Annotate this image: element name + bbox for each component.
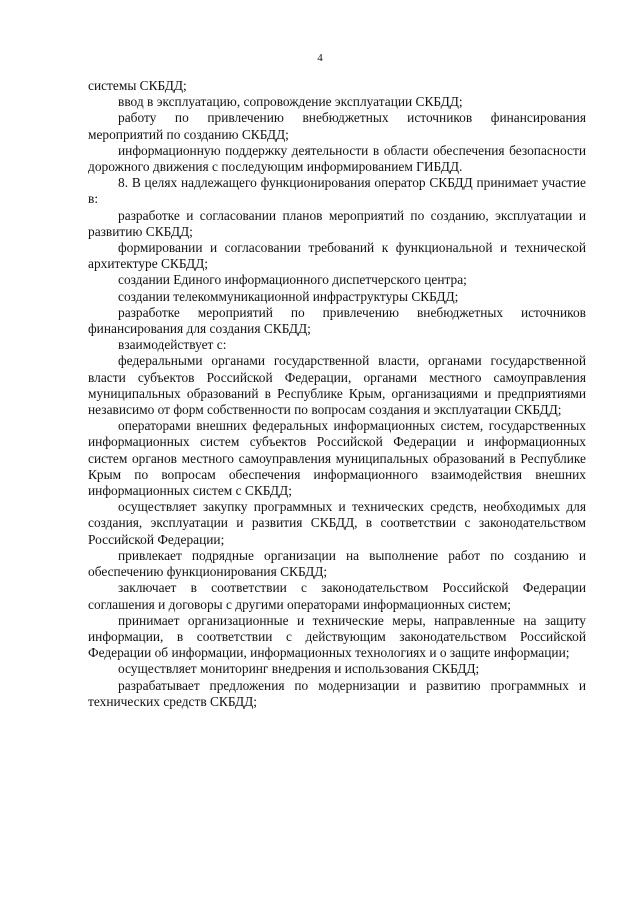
document-body bbox=[88, 78, 586, 710]
paragraph-17: принимает организационные и технические меры, направленные на защиту информации, в соответствии с действующим законодательством Российской Федерации об информации, информационных технологиях и о защите информации; bbox=[88, 612, 586, 661]
paragraph-7: формировании и согласовании требований к функциональной и технической архитектуре СКБДД; bbox=[88, 240, 586, 272]
paragraph-8: создании Единого информационного диспетчерского центра; bbox=[118, 272, 467, 288]
paragraph-2: ввод в эксплуатацию, сопровождение эксплуатации СКБДД; bbox=[118, 94, 463, 110]
paragraph-14: осуществляет закупку программных и технических средств, необходимых для создания, эксплуатации и развития СКБДД, в соответствии с законодательством Российской Федерации; bbox=[88, 499, 586, 547]
paragraph-16: заключает в соответствии с законодательством Российской Федерации соглашения и договоры с другими операторами информационных систем; bbox=[88, 580, 586, 612]
paragraph-9: создании телекоммуникационной инфраструктуры СКБДД; bbox=[118, 288, 459, 304]
paragraph-19: разрабатывает предложения по модернизации и развитию программных и технических средств СКБДД; bbox=[88, 677, 586, 709]
paragraph-13: операторами внешних федеральных информационных систем, государственных информационных систем субъектов Российской Федерации и информационных систем органов местного самоуправления муниципальных образований в Республике Крым по вопросам обеспечения информационного взаимодействия внешних информационных систем с СКБДД; bbox=[88, 418, 586, 499]
paragraph-12: федеральными органами государственной власти, органами государственной власти субъектов Российской Федерации, органами местного самоуправления муниципальных образований в Республике Крым, организациями и предприятиями независимо от форм собственности по вопросам создания и эксплуатации СКБДД; bbox=[88, 353, 586, 418]
paragraph-15: привлекает подрядные организации на выполнение работ по созданию и обеспечению функционирования СКБДД; bbox=[88, 547, 586, 580]
paragraph-3: работу по привлечению внебюджетных источников финансирования мероприятий по созданию СКБДД; bbox=[88, 110, 586, 142]
page-number: 4 bbox=[317, 52, 323, 64]
paragraph-1: системы СКБДД; bbox=[88, 78, 187, 93]
paragraph-11: взаимодействует с: bbox=[118, 337, 227, 353]
paragraph-10: разработке мероприятий по привлечению внебюджетных источников финансирования для создания СКБДД; bbox=[88, 304, 586, 337]
paragraph-18: осуществляет мониторинг внедрения и использования СКБДД; bbox=[118, 661, 480, 677]
paragraph-4: информационную поддержку деятельности в области обеспечения безопасности дорожного движения с последующим информированием ГИБДД. bbox=[88, 142, 586, 175]
paragraph-6: разработке и согласовании планов мероприятий по созданию, эксплуатации и развитию СКБДД; bbox=[88, 207, 586, 239]
paragraph-5: 8. В целях надлежащего функционирования оператор СКБДД принимает участие в: bbox=[88, 175, 586, 207]
